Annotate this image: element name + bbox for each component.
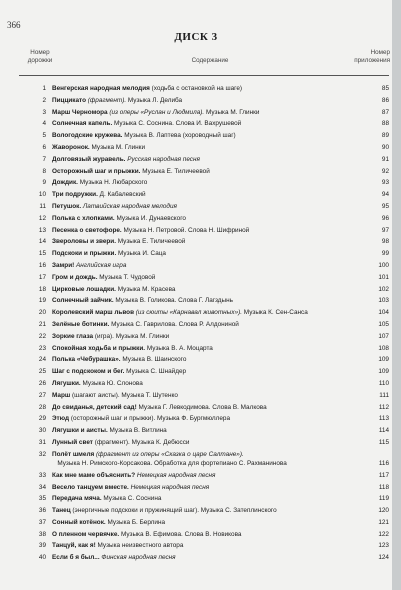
track-number: 13: [38, 226, 46, 234]
page-number: 366: [7, 20, 21, 30]
track-row: [0, 449, 392, 470]
track-title-rest: Музыка С. Соснина: [101, 495, 162, 503]
track-number: 32: [38, 450, 46, 458]
track-title-bold: Королевский марш львов: [52, 309, 135, 317]
appendix-number: 99: [381, 250, 389, 258]
appendix-number: 113: [378, 415, 389, 423]
track-row: [0, 272, 392, 284]
track-title: [52, 540, 347, 552]
track-number: 24: [38, 356, 46, 364]
track-number: 8: [42, 167, 46, 175]
track-number: 22: [38, 332, 46, 340]
appendix-number: 90: [381, 143, 389, 151]
track-number: 27: [38, 391, 46, 399]
track-number: 19: [38, 297, 46, 305]
appendix-number: 124: [378, 554, 389, 562]
track-title-rest: Музыка В. Лаптева (хороводный шаг): [122, 132, 236, 140]
track-title-bold: Подскоки и прыжки.: [52, 250, 117, 258]
track-number: 37: [38, 518, 46, 526]
track-title: [52, 248, 347, 260]
track-row: [0, 107, 392, 119]
track-title-bold: Полька с хлопками.: [52, 214, 115, 222]
track-title-rest: Музыка М. Глинки: [204, 108, 260, 116]
appendix-number: 120: [378, 507, 389, 515]
header-content: Содержание: [191, 57, 229, 64]
track-title: [52, 225, 347, 237]
track-row: [0, 83, 392, 95]
track-row: [0, 307, 392, 319]
track-title-rest: Музыка В. Витлина: [107, 427, 167, 435]
track-title-italic: (фрагмент).: [86, 96, 127, 104]
track-number: 33: [38, 471, 46, 479]
track-title-bold: Жаворонок.: [52, 143, 90, 151]
track-title-rest: Музыка Н. Петровой. Слова Н. Шифриной: [121, 226, 250, 234]
appendix-number: 108: [378, 344, 389, 352]
appendix-number: 93: [381, 179, 389, 187]
track-row: [0, 343, 392, 355]
track-row: [0, 130, 392, 142]
track-row: [0, 95, 392, 107]
track-title-rest: Музыка Е. Тиличеевой: [115, 238, 186, 246]
track-title-italic: (из оперы «Руслан и Людмила).: [107, 108, 205, 116]
track-title-bold: Танцуй, как я!: [52, 542, 96, 550]
track-number: 10: [38, 191, 46, 199]
track-title-italic: Английская игра: [74, 261, 127, 269]
appendix-number: 92: [381, 167, 389, 175]
track-title-line2: Музыка Н. Римского-Корсакова. Обработка для фортепиано С. Рахманинова: [52, 460, 287, 468]
appendix-number: 112: [378, 403, 389, 411]
track-title-rest: Музыка В. А. Моцарта: [145, 344, 213, 352]
track-row: [0, 189, 392, 201]
track-title-rest: Музыка Б. Берлина: [105, 518, 166, 526]
track-title-rest: Музыка В. Голикова. Слова Г. Лагздынь: [113, 297, 233, 305]
track-title-italic: Финская народная песня: [99, 554, 176, 562]
track-row: [0, 177, 392, 189]
track-row: [0, 260, 392, 272]
track-title-bold: Вологодские кружева.: [52, 132, 123, 140]
track-number: 14: [38, 238, 46, 246]
appendix-number: 107: [378, 332, 389, 340]
track-title: [52, 83, 347, 95]
track-title: [52, 95, 347, 107]
appendix-number: 89: [381, 132, 389, 140]
appendix-number: 98: [381, 238, 389, 246]
track-number: 23: [38, 344, 46, 352]
appendix-number: 104: [378, 309, 389, 317]
track-title: [52, 366, 347, 378]
track-title-rest: (фрагмент). Музыка К. Дебюсси: [92, 438, 190, 446]
track-number: 39: [38, 542, 46, 550]
track-title: [52, 482, 347, 494]
track-number: 11: [39, 202, 46, 210]
track-row: [0, 402, 392, 414]
track-row: [0, 470, 392, 482]
track-title-bold: Шаг с подскоком и бег.: [52, 368, 125, 376]
track-number: 18: [38, 285, 46, 293]
appendix-number: 97: [381, 226, 389, 234]
track-title: [52, 166, 347, 178]
track-list: [0, 83, 392, 564]
appendix-number: 121: [378, 518, 389, 526]
track-title-bold: До свиданья, детский сад!: [52, 403, 137, 411]
track-number: 21: [38, 320, 46, 328]
disk-title: ДИСК 3: [174, 31, 218, 43]
track-title-bold: Зоркие глаза: [52, 332, 94, 340]
track-title-bold: Марш Черномора: [52, 108, 108, 116]
track-title: [52, 354, 347, 366]
track-row: [0, 378, 392, 390]
track-title-bold: Солнечная капель.: [52, 120, 113, 128]
track-title: [52, 378, 347, 390]
track-row: [0, 390, 392, 402]
track-title: [52, 307, 347, 319]
appendix-number: 85: [381, 85, 389, 92]
track-title: [52, 450, 347, 469]
track-row: [0, 201, 392, 213]
track-title-rest: Музыка Л. Делиба: [126, 96, 183, 104]
appendix-number: 95: [381, 202, 389, 210]
track-title-italic: (из сюиты «Карнавал животных»).: [134, 309, 243, 317]
track-title-rest: (шагают аисты). Музыка Т. Шутенко: [70, 391, 178, 399]
track-title-italic: Немецкая народная песня: [135, 471, 216, 479]
track-row: [0, 529, 392, 541]
track-title: [52, 284, 347, 296]
track-title-rest: Д. Кабалевский: [97, 191, 146, 199]
track-title-bold: Пиццикато: [52, 96, 87, 104]
track-row: [0, 166, 392, 178]
track-title-bold: Лягушки.: [52, 379, 81, 387]
track-number: 2: [42, 96, 46, 104]
track-title: [52, 517, 347, 529]
track-title: [52, 272, 347, 284]
track-number: 35: [38, 495, 46, 503]
appendix-number: 87: [381, 108, 389, 116]
header-track-line2: дорожки: [27, 56, 53, 64]
track-row: [0, 493, 392, 505]
track-title-bold: Как мне маме объяснить?: [52, 471, 136, 479]
track-title-italic: Немецкая народная песня: [128, 483, 210, 491]
track-title-rest: Музыка Г. Левкодимова. Слова В. Малкова: [136, 403, 267, 411]
track-title-bold: Весело танцуем вместе.: [52, 483, 129, 491]
appendix-number: 111: [379, 391, 389, 399]
track-row: [0, 213, 392, 225]
track-title-rest: Музыка К. Сен-Санса: [242, 309, 308, 317]
track-title-bold: Передача мяча.: [52, 495, 102, 503]
track-title-bold: Зелёные ботинки.: [52, 320, 110, 328]
track-row: [0, 505, 392, 517]
track-title-italic: (фрагмент из оперы «Сказка о царе Салтане»).: [94, 450, 244, 458]
track-row: [0, 319, 392, 331]
track-title: [52, 529, 347, 541]
track-number: 34: [38, 483, 46, 491]
track-title-bold: Лунный свет: [52, 438, 93, 446]
track-number: 31: [38, 438, 46, 446]
appendix-number: 116: [378, 460, 389, 468]
track-number: 28: [38, 403, 46, 411]
track-number: 3: [42, 108, 46, 116]
track-number: 20: [38, 309, 46, 317]
track-title: [52, 470, 347, 482]
track-number: 17: [38, 273, 46, 281]
track-row: [0, 517, 392, 529]
track-title: [52, 319, 347, 331]
track-row: [0, 437, 392, 449]
track-title-rest: Музыка С. Шнайдер: [124, 368, 187, 376]
track-title-bold: Звероловы и звери.: [52, 238, 116, 246]
header-rule: [19, 75, 389, 76]
track-number: 1: [42, 85, 46, 92]
track-row: [0, 540, 392, 552]
track-title: [52, 331, 347, 343]
track-title: [52, 118, 347, 130]
track-title-bold: Этюд: [52, 415, 70, 423]
track-title: [52, 154, 347, 166]
track-row: [0, 154, 392, 166]
track-number: 5: [42, 132, 46, 140]
track-title-rest: (игра). Музыка М. Глинки: [93, 332, 170, 340]
track-title-bold: Полька «Чебурашка».: [52, 356, 121, 364]
track-title-bold: О пленном червячке.: [52, 530, 120, 538]
track-title: [52, 236, 347, 248]
header-track-number: [19, 49, 61, 75]
track-title-italic: Латвийская народная мелодия: [81, 202, 177, 210]
track-number: 26: [38, 379, 46, 387]
appendix-number: 86: [381, 96, 389, 104]
track-title-bold: Дождик.: [52, 179, 78, 187]
track-number: 12: [38, 214, 46, 222]
track-title: [52, 493, 347, 505]
appendix-number: 105: [378, 320, 389, 328]
track-title-bold: Песенка о светофоре.: [52, 226, 122, 234]
track-title-rest: Музыка И. Дунаевского: [114, 214, 186, 222]
track-title: [52, 260, 347, 272]
track-title-bold: Замри!: [52, 261, 75, 269]
track-title-bold: Если б я был...: [52, 554, 100, 562]
track-title-rest: Музыка Н. Любарского: [77, 179, 148, 187]
track-title-bold: Цирковые лошадки.: [52, 285, 116, 293]
header-appendix-line2: приложения: [354, 56, 390, 64]
track-row: [0, 552, 392, 564]
track-title-rest: (осторожный шаг и прыжки). Музыка Ф. Бургмюллера: [69, 415, 231, 423]
track-title: [52, 425, 347, 437]
appendix-number: 91: [381, 155, 389, 163]
track-title-rest: Музыка С. Гаврилова. Слова Р. Алдониной: [109, 320, 239, 328]
track-title: [52, 177, 347, 189]
track-title: [52, 142, 347, 154]
track-title-bold: Солнечный зайчик.: [52, 297, 114, 305]
appendix-number: 110: [378, 379, 389, 387]
track-title-bold: Марш: [52, 391, 71, 399]
track-title: [52, 552, 347, 564]
appendix-number: 117: [378, 471, 389, 479]
appendix-number: 96: [381, 214, 389, 222]
track-title: [52, 413, 347, 425]
track-title-bold: Петушок.: [52, 202, 82, 210]
appendix-number: 109: [378, 368, 389, 376]
track-title: [52, 107, 347, 119]
track-title-rest: Музыка В. Ефимова. Слова В. Новикова: [119, 530, 242, 538]
track-row: [0, 413, 392, 425]
track-title-bold: Гром и дождь.: [52, 273, 98, 281]
track-title: [52, 343, 347, 355]
track-title-bold: Три подружки.: [52, 191, 98, 199]
appendix-number: 115: [378, 438, 389, 446]
track-row: [0, 142, 392, 154]
track-number: 40: [38, 554, 46, 562]
track-row: [0, 425, 392, 437]
track-title-rest: Музыка М. Глинки: [89, 143, 146, 151]
track-title-bold: Сонный котёнок.: [52, 518, 106, 526]
track-title: [52, 295, 347, 307]
track-title-bold: Спокойная ходьба и прыжки.: [52, 344, 146, 352]
track-title-bold: Танец: [52, 507, 71, 515]
track-number: 9: [42, 179, 46, 187]
track-title-rest: (энергичные подскоки и пружинящий шаг). Музыка С. Затеплинского: [70, 507, 277, 515]
track-number: 16: [38, 261, 46, 269]
appendix-number: 101: [378, 273, 389, 281]
track-title: [52, 505, 347, 517]
appendix-number: 88: [381, 120, 389, 128]
track-title: [52, 201, 347, 213]
track-title-bold: Осторожный шаг и прыжки.: [52, 167, 141, 175]
appendix-number: 114: [378, 427, 389, 435]
track-number: 15: [38, 250, 46, 258]
track-row: [0, 366, 392, 378]
header-appendix-line1: Номер: [370, 49, 390, 56]
track-title: [52, 390, 347, 402]
track-number: 4: [42, 120, 46, 128]
track-title-rest: Музыка М. Красева: [115, 285, 176, 293]
track-row: [0, 225, 392, 237]
track-row: [0, 295, 392, 307]
track-row: [0, 248, 392, 260]
track-title-bold: Долговязый журавель.: [52, 155, 126, 163]
track-title-rest: Музыка неизвестного автора: [95, 542, 184, 550]
track-number: 38: [38, 530, 46, 538]
track-row: [0, 331, 392, 343]
appendix-number: 119: [378, 495, 389, 503]
track-title-bold: Лягушки и аисты.: [52, 427, 108, 435]
appendix-number: 109: [378, 356, 389, 364]
track-title-rest: Музыка И. Саца: [116, 250, 166, 258]
header-track-line1: Номер: [30, 49, 50, 56]
appendix-number: 118: [378, 483, 389, 491]
appendix-number: 103: [378, 297, 389, 305]
track-title-rest: Музыка В. Шаинского: [120, 356, 187, 364]
track-title: [52, 437, 347, 449]
track-title-rest: Музыка Е. Тиличеевой: [140, 167, 210, 175]
track-row: [0, 284, 392, 296]
track-title-bold: Венгерская народная мелодия: [52, 85, 150, 92]
appendix-number: 123: [378, 542, 389, 550]
track-row: [0, 118, 392, 130]
track-row: [0, 482, 392, 494]
appendix-number: 102: [378, 285, 389, 293]
appendix-number: 94: [381, 191, 389, 199]
track-title-italic: Русская народная песня: [125, 155, 200, 163]
track-title: [52, 130, 347, 142]
track-number: 6: [42, 143, 46, 151]
track-title-rest: (ходьба с остановкой на шаге): [149, 85, 243, 92]
track-title: [52, 402, 347, 414]
track-row: [0, 236, 392, 248]
appendix-number: 100: [378, 261, 389, 269]
appendix-number: 122: [378, 530, 389, 538]
track-number: 30: [38, 427, 46, 435]
track-number: 7: [42, 155, 46, 163]
track-number: 36: [38, 507, 46, 515]
track-title-rest: Музыка Т. Чудовой: [97, 273, 156, 281]
track-title-bold: Полёт шмеля: [52, 450, 95, 458]
track-number: 29: [38, 415, 46, 423]
track-row: [0, 354, 392, 366]
track-number: 25: [38, 368, 46, 376]
track-title: [52, 189, 347, 201]
track-title-rest: Музыка Ю. Слонова: [80, 379, 143, 387]
track-title-rest: Музыка С. Соснина. Слова И. Вахрушевой: [112, 120, 242, 128]
track-title: [52, 213, 347, 225]
header-appendix-number: [340, 49, 390, 75]
